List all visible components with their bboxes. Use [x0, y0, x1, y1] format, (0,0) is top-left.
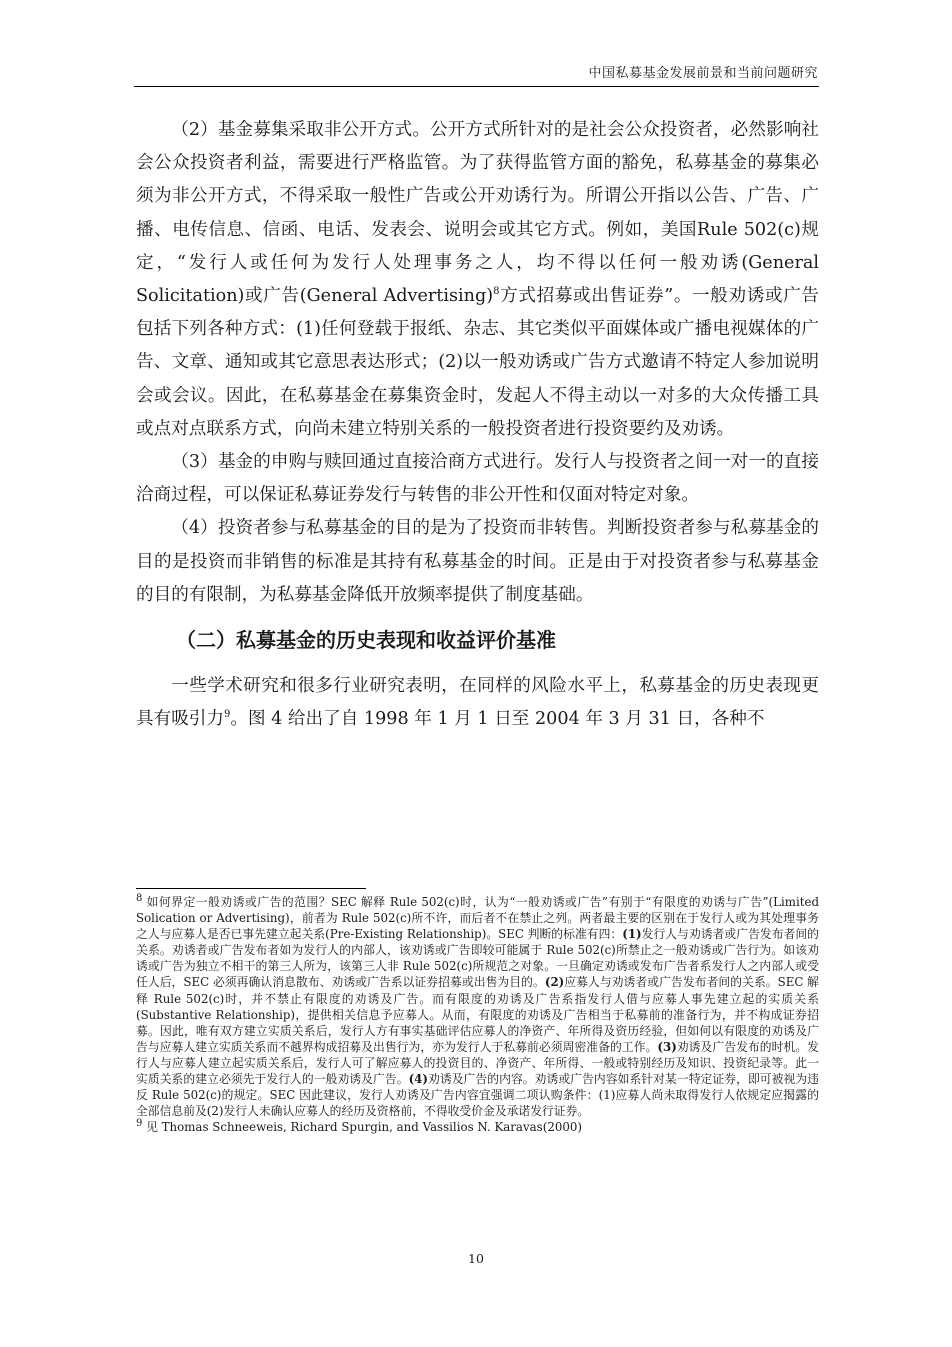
section-heading: （二）私募基金的历史表现和收益评价基准 — [176, 628, 556, 653]
main-body — [136, 114, 819, 736]
paragraph-text: 方式招募或出售证券”。一般劝诱或广告包括下列各种方式：(1)任何登载于报纸、杂志、其它类似平面媒体或广播电视媒体的广告、文章、通知或其它意思表达形式；(2)以一般劝诱或广告方式邀请不特定人参加说明会或会议。因此，在私募基金在募集资金时，发起人不得主动以一对多的大众传播工具或点对点联系方式，向尚未建立特别关系的一般投资者进行投资要约及劝诱。 — [136, 286, 820, 439]
footnote-item-marker: (2) — [544, 975, 565, 990]
footnote-text: 见 Thomas Schneeweis, Richard Spurgin, and Vassilios N. Karavas(2000) — [142, 1120, 582, 1135]
footnote-text: 劝诱及广告发布的时机。发行人与应募人建立起实质关系后，发行人可了解应募人的投资目的、净资产、年所得、一般或特别经历及知识、投资纪录等。此一实质关系的建立必须先于发行人的一般劝诱及广告。 — [136, 1039, 819, 1087]
footnote-rule — [136, 888, 366, 889]
paragraph: （4）投资者参与私募基金的目的是为了投资而非转售。判断投资者参与私募基金的目的是投资而非销售的标准是其持有私募基金的时间。正是由于对投资者参与私募基金的目的有限制，为私募基金降低开放频率提供了制度基础。 — [136, 518, 819, 605]
paragraph-text: （2）基金募集采取非公开方式。公开方式所针对的是社会公众投资者，必然影响社会公众投资者利益，需要进行严格监管。为了获得监管方面的豁免，私募基金的募集必须为非公开方式，不得采取一般性广告或公开劝诱行为。所谓公开指以公告、广告、广播、电传信息、信函、电话、发表会、说明会或其它方式。例如，美国Rule 502(c)规定，“发行人或任何为发行人处理事务之人，均不得以任何一般劝诱(General Solicitation)或广告(General Advertising) — [136, 120, 819, 307]
footnote-item-marker: (1) — [622, 927, 642, 942]
footnote-ref[interactable]: 9 — [223, 709, 231, 721]
paragraph-text: 一些学术研究和很多行业研究表明，在同样的风险水平上，私募基金的历史表现更具有吸引力 — [136, 676, 819, 730]
paragraph — [136, 670, 819, 736]
footnote-mark: 8 — [136, 893, 143, 905]
footnote-text: 发行人与劝诱者或广告发布者间的关系。劝诱者或广告发布者如为发行人的内部人，该劝诱或广告即较可能属于 Rule 502(c)所禁止之一般劝诱或广告行为。如该劝诱或广告为独立不相干的第三人所为，该第三人非 Rule 502(c)所规范之对象。一旦确定劝诱或发布广告者系发行人之内部人或受任人后，SEC 必须再确认消息散布、劝诱或广告系以证券招募或出售为目的。 — [136, 927, 819, 990]
footnote-9 — [136, 1119, 819, 1135]
paragraph — [136, 114, 819, 446]
header-rule — [134, 86, 819, 87]
paragraph: （3）基金的申购与赎回通过直接洽商方式进行。发行人与投资者之间一对一的直接洽商过程，可以保证私募证券发行与转售的非公开性和仅面对特定对象。 — [136, 452, 819, 506]
footnote-text: 应募人与劝诱者或广告发布者间的关系。SEC 解释 Rule 502(c)时，并不禁止有限度的劝诱及广告。而有限度的劝诱及广告系指发行人借与应募人事先建立起的实质关系(Substantive Relationship)，提供相关信息予应募人。从而，有限度的劝诱及广告相当于私募前的准备行为，并不构成证券招募。因此，唯有双方建立实质关系后，发行人方有事实基础评估应募人的净资产、年所得及资历经验，但如何以有限度的劝诱及广告与应募人建立实质关系而不越界构成招募及出售行为，亦为发行人于私募前必须周密准备的工作。 — [136, 975, 819, 1054]
footnote-mark: 9 — [136, 1118, 143, 1130]
running-header: 中国私募基金发展前景和当前问题研究 — [588, 66, 818, 81]
footnote-ref[interactable]: 8 — [493, 286, 500, 298]
footnote-text: 劝诱及广告的内容。劝诱或广告内容如系针对某一特定证券，即可被视为违反 Rule 502(c)的规定。SEC 因此建议，发行人劝诱及广告内容宜强调二项认购条件：(1)应募人尚未取得发行人依规定应揭露的全部信息前及(2)发行人未确认应募人的经历及资格前，不得收受价金及承诺发行证券。 — [136, 1072, 819, 1119]
footnote-8 — [136, 894, 819, 1119]
footnote-item-marker: (3) — [657, 1039, 677, 1054]
footnotes — [136, 894, 819, 1135]
footnote-item-marker: (4) — [408, 1072, 428, 1087]
page-number: 10 — [468, 1251, 484, 1266]
paragraph-text: 。图 4 给出了自 1998 年 1 月 1 日至 2004 年 3 月 31 日，各种不 — [230, 709, 765, 730]
footnote-text: 如何界定一般劝诱或广告的范围？SEC 解释 Rule 502(c)时，认为“一般劝诱或广告”有别于“有限度的劝诱与广告”(Limited Solication or Advertising)，前者为 Rule 502(c)所不许，而后者不在禁止之列。两者最主要的区别在于发行人或为其处理事务之人与应募人是否已事先建立起关系(Pre-Existing Relationship)。SEC 判断的标准有四： — [136, 895, 819, 942]
